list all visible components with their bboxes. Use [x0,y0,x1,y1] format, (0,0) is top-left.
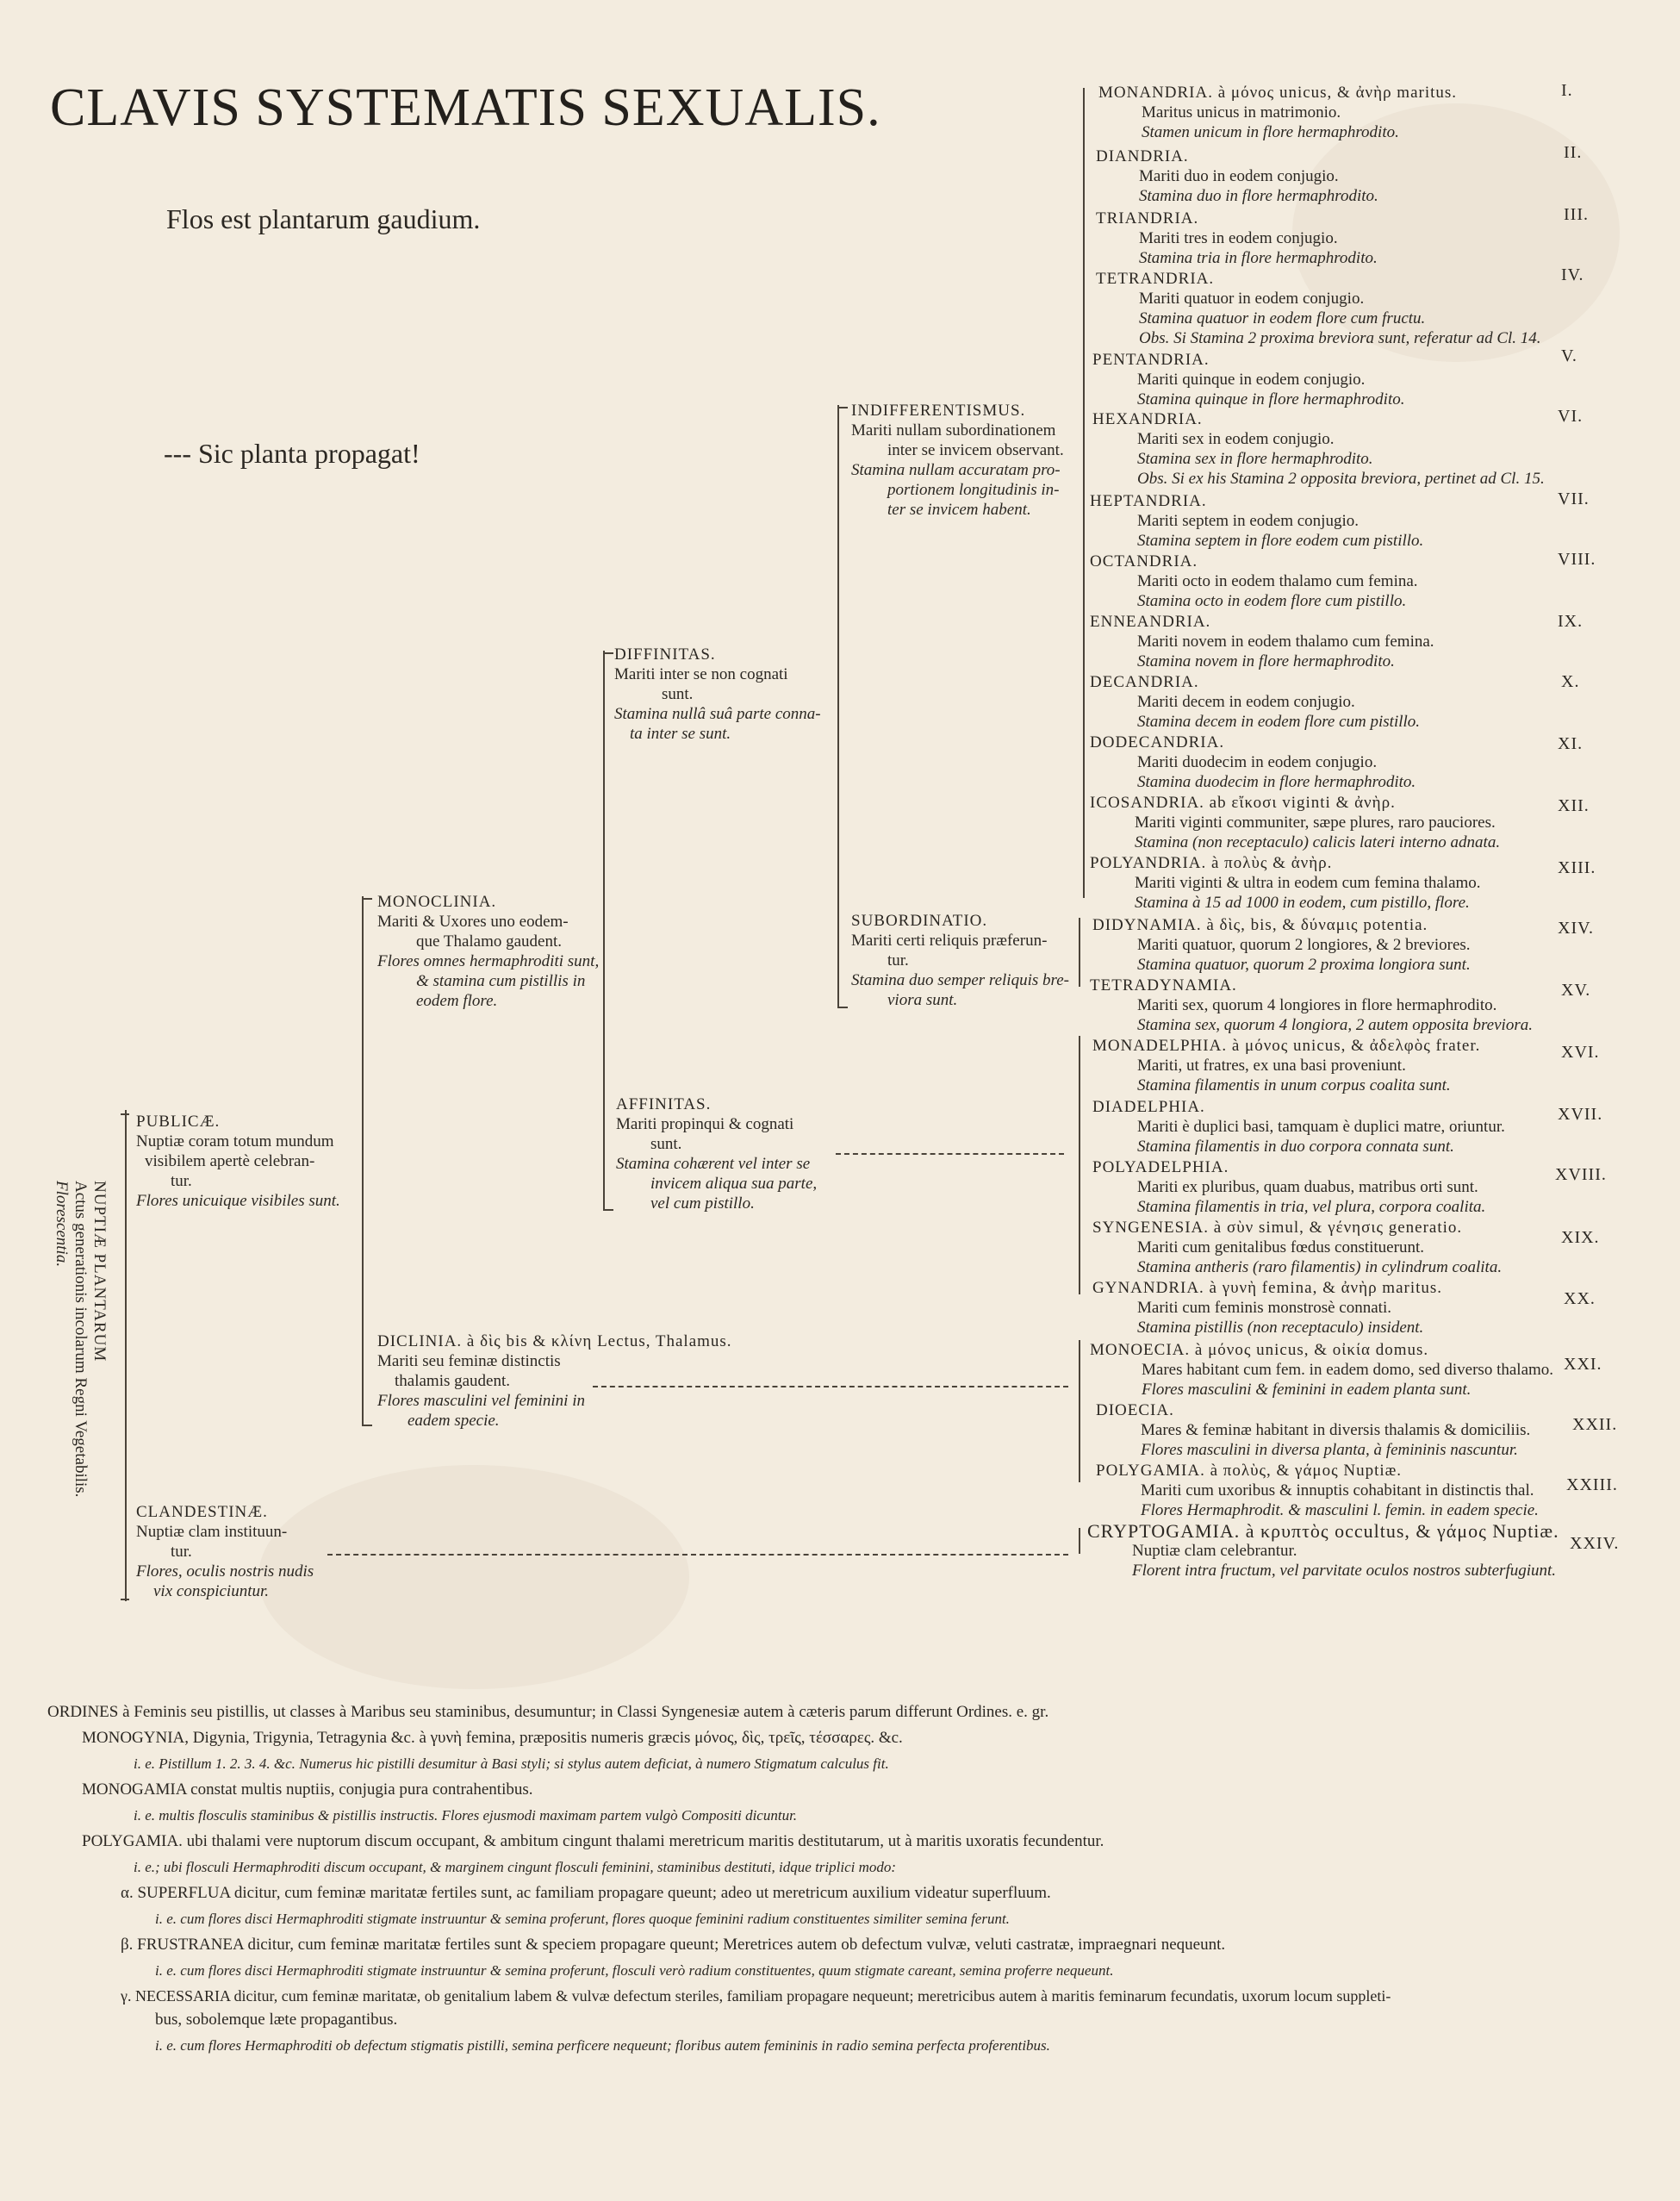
ordines-para: bus, sobolemque læte propagantibus. [155,2011,398,2029]
class-entry [1090,853,1481,913]
class-head: OCTANDRIA. [1090,552,1198,571]
class-text: Mariti quinque in eodem conjugio. [1137,371,1366,389]
node-clandestinae-text: tur. [171,1543,192,1561]
class-number: XVI. [1561,1043,1600,1062]
class-text: Nuptiæ clam celebrantur. [1132,1542,1297,1560]
class-number: III. [1564,205,1589,224]
class-head: POLYADELPHIA. [1092,1158,1229,1176]
class-head: POLYANDRIA. à πολὺς & ἀνὴρ. [1090,854,1333,872]
class-text: Mariti cum genitalibus fœdus constituerunt. [1137,1238,1424,1256]
class-number: XXIII. [1566,1475,1618,1494]
class-number: IV. [1561,265,1584,284]
class-note: Flores Hermaphrodit. & masculini l. femin. in eadem specie. [1141,1501,1539,1519]
class-note: Stamina filamentis in duo corpora connata sunt. [1137,1138,1454,1156]
class-text: Mariti quatuor in eodem conjugio. [1139,290,1365,308]
class-text: Mares habitant cum fem. in eadem domo, sed diverso thalamo. [1142,1361,1554,1379]
class-text: Maritus unicus in matrimonio. [1142,103,1341,122]
class-note: Stamina septem in flore eodem cum pistillo. [1137,532,1424,550]
class-head: POLYGAMIA. à πολὺς, & γάμος Nuptiæ. [1096,1462,1403,1480]
class-note: Stamen unicum in flore hermaphrodito. [1142,123,1399,141]
class-head: PENTANDRIA. [1092,351,1210,369]
class-number: V. [1561,346,1577,365]
node-subordinatio-note: Stamina duo semper reliquis bre- [851,971,1069,989]
class-entry [1092,409,1545,489]
class-note: Stamina sex in flore hermaphrodito. [1137,450,1373,468]
class-note: Stamina antheris (raro filamentis) in cylindrum coalita. [1137,1258,1503,1276]
class-text: Mariti tres in eodem conjugio. [1139,229,1338,247]
class-text: Mariti sex, quorum 4 longiores in flore hermaphrodito. [1137,996,1497,1014]
class-number: XIX. [1561,1228,1600,1247]
class-note: Stamina à 15 ad 1000 in eodem, cum pistillo, flore. [1135,894,1470,912]
class-text: Mariti sex in eodem conjugio. [1137,430,1335,448]
class-entry [1098,83,1457,142]
node-indifferentismus-note: Stamina nullam accuratam pro- [851,461,1061,479]
class-text: Mariti ex pluribus, quam duabus, matribus orti sunt. [1137,1178,1478,1196]
class-text: Mariti, ut fratres, ex una basi proveniunt. [1137,1057,1406,1075]
class-text: Mariti octo in eodem thalamo cum femina. [1137,572,1418,590]
node-publicae-head: PUBLICÆ. [136,1113,221,1131]
class-number: VII. [1558,489,1590,508]
class-note: Stamina tria in flore hermaphrodito. [1139,249,1378,267]
class-text: Mariti quatuor, quorum 2 longiores, & 2 breviores. [1137,936,1471,954]
class-entry [1096,269,1541,348]
class-head: GYNANDRIA. à γυνὴ femina, & ἀνὴρ maritus. [1092,1279,1443,1297]
class-number: XVII. [1558,1105,1603,1124]
ordines-para: i. e. cum flores disci Hermaphroditi stigmate instruuntur & semina proferunt, flores quoque feminini radium constituentes similiter semina ferunt. [155,1911,1010,1927]
class-head: DODECANDRIA. [1090,733,1225,751]
class-number: XXIV. [1570,1534,1620,1553]
node-subordinatio-text: Mariti certi reliquis præferun- [851,932,1048,950]
node-affinitas-note: invicem aliqua sua parte, [650,1175,818,1193]
class-note: Flores masculini in diversa planta, à femininis nascuntur. [1141,1441,1518,1459]
class-entry [1090,733,1416,792]
class-head: DIADELPHIA. [1092,1098,1205,1116]
class-note: Stamina quatuor in eodem flore cum fructu. [1139,309,1426,327]
node-affinitas-note: vel cum pistillo. [650,1194,755,1213]
class-text: Mariti viginti & ultra in eodem cum femina thalamo. [1135,874,1481,892]
class-entry [1092,1157,1485,1217]
class-head: HEXANDRIA. [1092,410,1203,428]
node-indifferentismus-head: INDIFFERENTISMUS. [851,402,1026,420]
class-note: Stamina (non receptaculo) calicis lateri interno adnata. [1135,833,1501,851]
class-head: HEPTANDRIA. [1090,492,1207,510]
node-affinitas-text: sunt. [650,1135,682,1153]
class-entry [1090,552,1418,611]
class-number: XIII. [1558,858,1596,877]
node-clandestinae-text: Nuptiæ clam instituun- [136,1523,288,1541]
class-number: XXI. [1564,1355,1602,1374]
class-entry [1090,793,1500,852]
node-clandestinae-note: Flores, oculis nostris nudis [136,1562,314,1581]
ordines-para: POLYGAMIA. ubi thalami vere nuptorum discum occupant, & ambitum cingunt thalami meretricum maritis destitutarum, ut à maritis uxoratis fecundentur. [82,1832,1104,1850]
class-head: MONANDRIA. à μόνος unicus, & ἀνὴρ maritus. [1098,84,1458,102]
class-entry [1090,976,1533,1035]
class-note: Stamina quinque in flore hermaphrodito. [1137,390,1405,408]
node-monoclinia-note: eodem flore. [416,992,498,1010]
class-entry [1096,209,1378,268]
node-subordinatio-head: SUBORDINATIO. [851,912,988,930]
class-head: TRIANDRIA. [1096,209,1199,228]
class-head: CRYPTOGAMIA. à κρυπτὸς occultus, & γάμος Nuptiæ. [1087,1520,1559,1542]
class-entry [1090,612,1434,671]
node-clandestinae-note: vix conspiciuntur. [153,1582,270,1600]
node-monoclinia-head: MONOCLINIA. [377,893,497,911]
node-publicae-text: tur. [171,1172,192,1190]
class-note: Stamina duo in flore hermaphrodito. [1139,187,1378,205]
node-publicae-text: visibilem apertè celebran- [145,1152,315,1170]
class-entry [1096,147,1378,206]
node-diclinia-note: eadem specie. [408,1412,500,1430]
class-note: Stamina quatuor, quorum 2 proxima longiora sunt. [1137,956,1471,974]
class-number: XI. [1558,734,1584,753]
class-head: DECANDRIA. [1090,673,1199,691]
class-entry [1092,350,1405,409]
class-entry [1096,1400,1530,1460]
class-number: XXII. [1572,1415,1618,1434]
class-head: DIDYNAMIA. à δὶς, bis, & δύναμις potentia. [1092,916,1428,934]
class-head: ENNEANDRIA. [1090,613,1211,631]
class-text: Mares & feminæ habitant in diversis thalamis & domiciliis. [1141,1421,1531,1439]
node-monoclinia-note: & stamina cum pistillis in [416,972,586,990]
ordines-para: β. FRUSTRANEA dicitur, cum feminæ maritatæ fertiles sunt & speciem propagare queunt; Meretrices autem ob defectum vulvæ, veluti castratæ, impraegnari nequeunt. [121,1936,1226,1954]
node-publicae-note: Flores unicuique visibiles sunt. [136,1192,340,1210]
class-note: Florent intra fructum, vel parvitate oculos nostros subterfugiunt. [1132,1562,1557,1580]
node-diffinitas-note: Stamina nullâ suâ parte conna- [614,705,821,723]
root-title: NUPTIÆ PLANTARUM [90,1181,109,1362]
node-diffinitas-text: sunt. [662,685,694,703]
class-text: Mariti cum uxoribus & innuptis cohabitant in distinctis thal. [1141,1481,1534,1500]
class-note: Stamina pistillis (non receptaculo) insident. [1137,1319,1424,1337]
class-entry [1092,1097,1505,1157]
class-entry [1092,1218,1502,1277]
class-obs: Obs. Si Stamina 2 proxima breviora sunt, referatur ad Cl. 14. [1139,329,1541,347]
node-diffinitas-text: Mariti inter se non cognati [614,665,788,683]
class-note: Stamina octo in eodem flore cum pistillo. [1137,592,1407,610]
class-head: MONADELPHIA. à μόνος unicus, & ἀδελφὸς frater. [1092,1037,1481,1055]
ordines-para: i. e. cum flores disci Hermaphroditi stigmate instruuntur & semina proferunt, flosculi verò radium constituentes, quum stigmate careant, semina proferre nequeunt. [155,1962,1114,1979]
class-text: Mariti septem in eodem conjugio. [1137,512,1359,530]
ordines-para: γ. NECESSARIA dicitur, cum feminæ maritatæ, ob genitalium labem & vulvæ defectum steriles, familiam propagare nequeunt; meretricibus autem à maritis feminarum fecundatis, uxorum locum suppleti- [121,1987,1391,2005]
class-head: DIOECIA. [1096,1401,1174,1419]
class-text: Mariti novem in eodem thalamo cum femina. [1137,633,1434,651]
class-number: IX. [1558,612,1584,631]
page-title: CLAVIS SYSTEMATIS SEXUALIS. [50,78,881,137]
class-entry [1092,1278,1442,1337]
node-diclinia-note: Flores masculini vel feminini in [377,1392,585,1410]
ordines-para: α. SUPERFLUA dicitur, cum feminæ maritatæ fertiles sunt, ac familiam propagare queunt; adeo ut meretricum auxilium videatur superfluum. [121,1884,1051,1902]
class-entry [1090,1340,1553,1400]
node-clandestinae-head: CLANDESTINÆ. [136,1503,268,1521]
node-affinitas-head: AFFINITAS. [616,1095,712,1113]
ordines-para: i. e. Pistillum 1. 2. 3. 4. &c. Numerus hic pistilli desumitur à Basi styli; si stylus autem deficiat, à numero Stigmatum calculus fit. [134,1755,889,1772]
root-note: Florescentia. [53,1181,71,1268]
node-diclinia-text: Mariti seu feminæ distinctis [377,1352,561,1370]
class-number: XIV. [1558,919,1594,938]
node-diffinitas-head: DIFFINITAS. [614,645,716,664]
class-text: Mariti è duplici basi, tamquam è duplici matre, oriuntur. [1137,1118,1505,1136]
node-monoclinia-note: Flores omnes hermaphroditi sunt, [377,952,600,970]
node-diclinia-text: thalamis gaudent. [395,1372,511,1390]
ordines-para: MONOGYNIA, Digynia, Trigynia, Tetragynia &c. à γυνὴ femina, præpositis numeris græcis μόνος, δὶς, τρεῖς, τέσσαρες. &c. [82,1729,903,1747]
class-obs: Obs. Si ex his Stamina 2 opposita breviora, pertinet ad Cl. 15. [1137,470,1545,488]
class-entry [1090,491,1423,551]
class-number: X. [1561,672,1580,691]
class-entry [1092,1036,1480,1095]
class-note: Stamina duodecim in flore hermaphrodito. [1137,773,1416,791]
class-head: TETRANDRIA. [1096,270,1215,288]
ordines-para: ORDINES à Feminis seu pistillis, ut classes à Maribus seu staminibus, desumuntur; in Classi Syngenesiæ autem à cæteris parum differunt Ordines. e. gr. [47,1703,1049,1721]
class-number: XVIII. [1555,1165,1607,1184]
class-number: XV. [1561,981,1591,1000]
node-subordinatio-note: viora sunt. [887,991,958,1009]
ordines-para: i. e.; ubi flosculi Hermaphroditi discum occupant, & marginem cingunt flosculi feminini, staminibus destituti, idque triplici modo: [134,1859,897,1875]
class-text: Mariti cum feminis monstrosè connati. [1137,1299,1391,1317]
class-entry [1096,1461,1539,1520]
class-number: XII. [1558,796,1590,815]
class-note: Stamina filamentis in tria, vel plura, corpora coalita. [1137,1198,1486,1216]
node-indifferentismus-text: inter se invicem observant. [887,441,1064,459]
node-affinitas-note: Stamina cohærent vel inter se [616,1155,811,1173]
node-indifferentismus-text: Mariti nullam subordinationem [851,421,1056,440]
node-indifferentismus-note: ter se invicem habent. [887,501,1031,519]
node-diclinia-head: DICLINIA. à δὶς bis & κλίνη Lectus, Thalamus. [377,1332,732,1350]
motto-primary: Flos est plantarum gaudium. [166,203,481,234]
node-subordinatio-text: tur. [887,951,909,970]
class-head: ICOSANDRIA. ab εἴκοσι viginti & ἀνὴρ. [1090,794,1396,812]
class-head: MONOECIA. à μόνος unicus, & οἰκία domus. [1090,1341,1429,1359]
class-entry [1092,915,1471,975]
class-number: VIII. [1558,550,1596,569]
node-diffinitas-note: ta inter se sunt. [630,725,731,743]
class-note: Stamina novem in flore hermaphrodito. [1137,652,1395,670]
class-text: Mariti decem in eodem conjugio. [1137,693,1355,711]
node-monoclinia-text: Mariti & Uxores uno eodem- [377,913,569,931]
motto-secondary: --- Sic planta propagat! [164,438,420,469]
class-note: Stamina sex, quorum 4 longiora, 2 autem opposita breviora. [1137,1016,1533,1034]
class-number: I. [1561,81,1573,100]
node-publicae-text: Nuptiæ coram totum mundum [136,1132,334,1150]
class-entry [1090,672,1420,732]
node-monoclinia-text: que Thalamo gaudent. [416,932,563,951]
class-number: XX. [1564,1289,1596,1308]
ordines-para: i. e. multis flosculis staminibus & pistillis instructis. Flores ejusmodi maximam partem vulgò Compositi dicuntur. [134,1807,798,1824]
class-number: II. [1564,143,1583,162]
class-note: Flores masculini & feminini in eadem planta sunt. [1142,1381,1472,1399]
class-head: SYNGENESIA. à σὺν simul, & γένησις generatio. [1092,1219,1463,1237]
class-note: Stamina decem in eodem flore cum pistillo. [1137,713,1421,731]
root-subtitle: Actus generationis incolarum Regni Vegetabilis. [72,1181,90,1498]
class-note: Stamina filamentis in unum corpus coalita sunt. [1137,1076,1451,1094]
node-indifferentismus-note: portionem longitudinis in- [887,481,1060,499]
node-affinitas-text: Mariti propinqui & cognati [616,1115,794,1133]
class-entry [1087,1521,1559,1581]
class-head: TETRADYNAMIA. [1090,976,1237,995]
class-number: VI. [1558,407,1584,426]
class-text: Mariti duo in eodem conjugio. [1139,167,1339,185]
class-text: Mariti duodecim in eodem conjugio. [1137,753,1378,771]
class-text: Mariti viginti communiter, sæpe plures, raro pauciores. [1135,814,1496,832]
class-head: DIANDRIA. [1096,147,1189,165]
ordines-para: i. e. cum flores Hermaphroditi ob defectum stigmatis pistilli, semina perficere nequeunt; floribus autem femininis in radio semina perfecta proferentibus. [155,2037,1050,2054]
ordines-para: MONOGAMIA constat multis nuptiis, conjugia pura contrahentibus. [82,1780,533,1799]
